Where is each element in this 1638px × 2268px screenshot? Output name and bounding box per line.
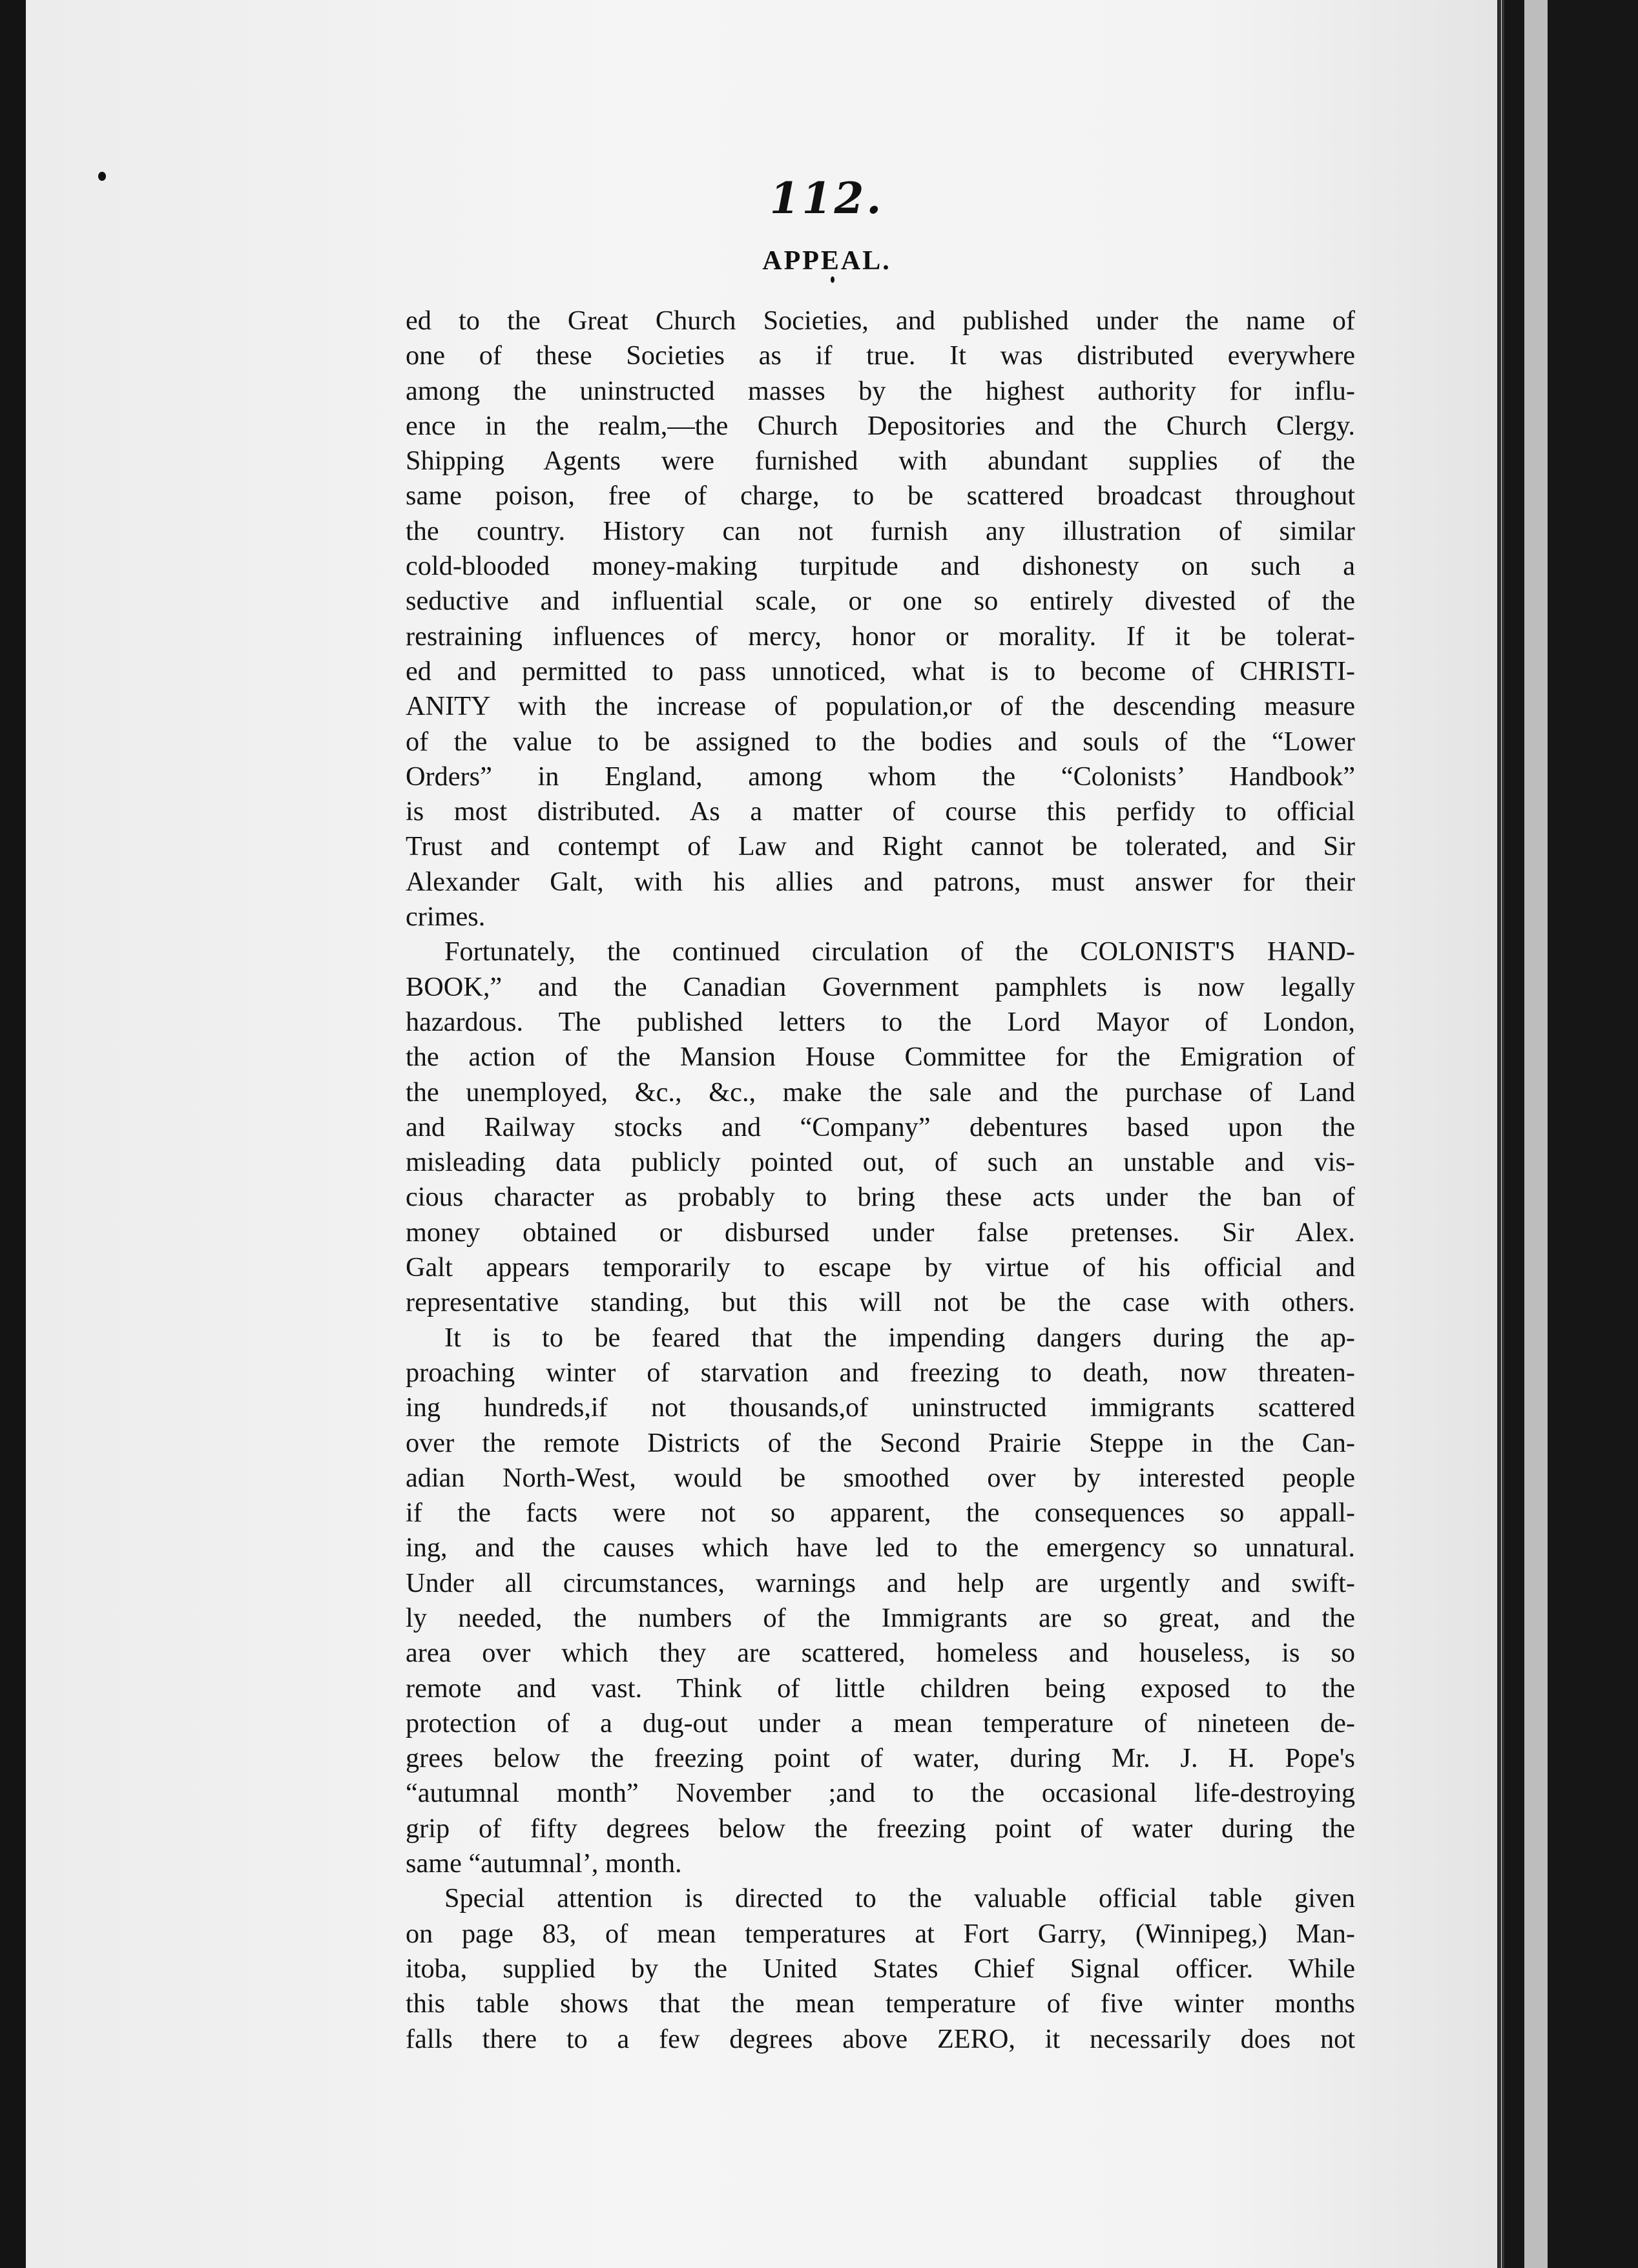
text-line: adian North-West, would be smoothed over by interested people [406, 1462, 1355, 1493]
text-line: “autumnal month” November ;and to the occasional life-destroying [406, 1778, 1355, 1809]
text-line: ing hundreds,if not thousands,of uninstructed immigrants scattered [406, 1392, 1355, 1423]
text-line: cold-blooded money-making turpitude and dishonesty on such a [406, 551, 1355, 582]
text-line: if the facts were not so apparent, the consequences so appall- [406, 1498, 1355, 1529]
text-line: falls there to a few degrees above ZERO, it necessarily does not [406, 2023, 1355, 2054]
text-line: and Railway stocks and “Company” debentures based upon the [406, 1111, 1355, 1142]
page-number: 112. [769, 173, 884, 223]
page-edge [1497, 0, 1501, 2268]
text-line: seductive and influential scale, or one so entirely divested of the [406, 586, 1355, 617]
text-line: grees below the freezing point of water, during Mr. J. H. Pope's [406, 1743, 1355, 1774]
text-line: one of these Societies as if true. It was distributed everywhere [406, 340, 1355, 371]
text-line: the country. History can not furnish any illustration of similar [406, 515, 1355, 546]
text-line: is most distributed. As a matter of course this perfidy to official [406, 796, 1355, 827]
text-line: Galt appears temporarily to escape by virtue of his official and [406, 1252, 1355, 1283]
text-line: on page 83, of mean temperatures at Fort Garry, (Winnipeg,) Man- [406, 1918, 1355, 1949]
scan-margin-strip [1524, 0, 1548, 2268]
text-line: Alexander Galt, with his allies and patrons, must answer for their [406, 866, 1355, 897]
text-line: Fortunately, the continued circulation of the COLONIST'S HAND- [444, 936, 1355, 967]
text-line: crimes. [406, 902, 486, 933]
running-head: APPEAL. [762, 246, 891, 276]
ink-speck [831, 276, 835, 283]
text-line: grip of fifty degrees below the freezing point of water during the [406, 1813, 1355, 1844]
text-line: ence in the realm,—the Church Depositories and the Church Clergy. [406, 410, 1355, 441]
paragraph [406, 1881, 1355, 2056]
text-line: ing, and the causes which have led to the emergency so unnatural. [406, 1532, 1355, 1563]
text-line: Under all circumstances, warnings and help are urgently and swift- [406, 1567, 1355, 1598]
text-line: BOOK,” and the Canadian Government pamphlets is now legally [406, 971, 1355, 1002]
text-line: itoba, supplied by the United States Chief Signal officer. While [406, 1953, 1355, 1984]
text-line: ed to the Great Church Societies, and published under the name of [406, 305, 1355, 336]
body-text [406, 304, 1355, 2057]
text-line: restraining influences of mercy, honor or morality. If it be tolerat- [406, 621, 1355, 652]
ink-speck [98, 172, 106, 181]
text-line: ly needed, the numbers of the Immigrants are so great, and the [406, 1602, 1355, 1633]
text-line: same poison, free of charge, to be scattered broadcast throughout [406, 480, 1355, 511]
text-line: Trust and contempt of Law and Right cannot be tolerated, and Sir [406, 831, 1355, 862]
text-line: money obtained or disbursed under false pretenses. Sir Alex. [406, 1217, 1355, 1248]
text-line: ANITY with the increase of population,or of the descending measure [406, 691, 1355, 722]
text-line: Orders” in England, among whom the “Colonists’ Handbook” [406, 761, 1355, 792]
text-line: Shipping Agents were furnished with abundant supplies of the [406, 446, 1355, 477]
text-line: over the remote Districts of the Second Prairie Steppe in the Can- [406, 1427, 1355, 1458]
text-line: same “autumnal’, month. [406, 1848, 682, 1879]
text-line: misleading data publicly pointed out, of such an unstable and vis- [406, 1147, 1355, 1178]
paragraph [406, 304, 1355, 934]
text-line: ed and permitted to pass unnoticed, what is to become of CHRISTI- [406, 655, 1355, 686]
text-line: It is to be feared that the impending dangers during the ap- [444, 1322, 1355, 1353]
paragraph [406, 934, 1355, 1320]
paragraph [406, 1321, 1355, 1882]
text-line: among the uninstructed masses by the highest authority for influ- [406, 375, 1355, 406]
text-line: the action of the Mansion House Committee for the Emigration of [406, 1042, 1355, 1073]
text-line: proaching winter of starvation and freezing to death, now threaten- [406, 1357, 1355, 1388]
text-line: hazardous. The published letters to the Lord Mayor of London, [406, 1006, 1355, 1037]
text-line: Special attention is directed to the valuable official table given [444, 1883, 1355, 1914]
text-line: representative standing, but this will not be the case with others. [406, 1287, 1355, 1318]
text-line: cious character as probably to bring these acts under the ban of [406, 1182, 1355, 1213]
text-line: protection of a dug-out under a mean temperature of nineteen de- [406, 1707, 1355, 1738]
text-line: of the value to be assigned to the bodies and souls of the “Lower [406, 726, 1355, 757]
text-line: area over which they are scattered, homeless and houseless, is so [406, 1638, 1355, 1669]
text-line: remote and vast. Think of little children being exposed to the [406, 1673, 1355, 1704]
text-line: this table shows that the mean temperature of five winter months [406, 1988, 1355, 2019]
text-line: the unemployed, &c., &c., make the sale and the purchase of Land [406, 1077, 1355, 1108]
